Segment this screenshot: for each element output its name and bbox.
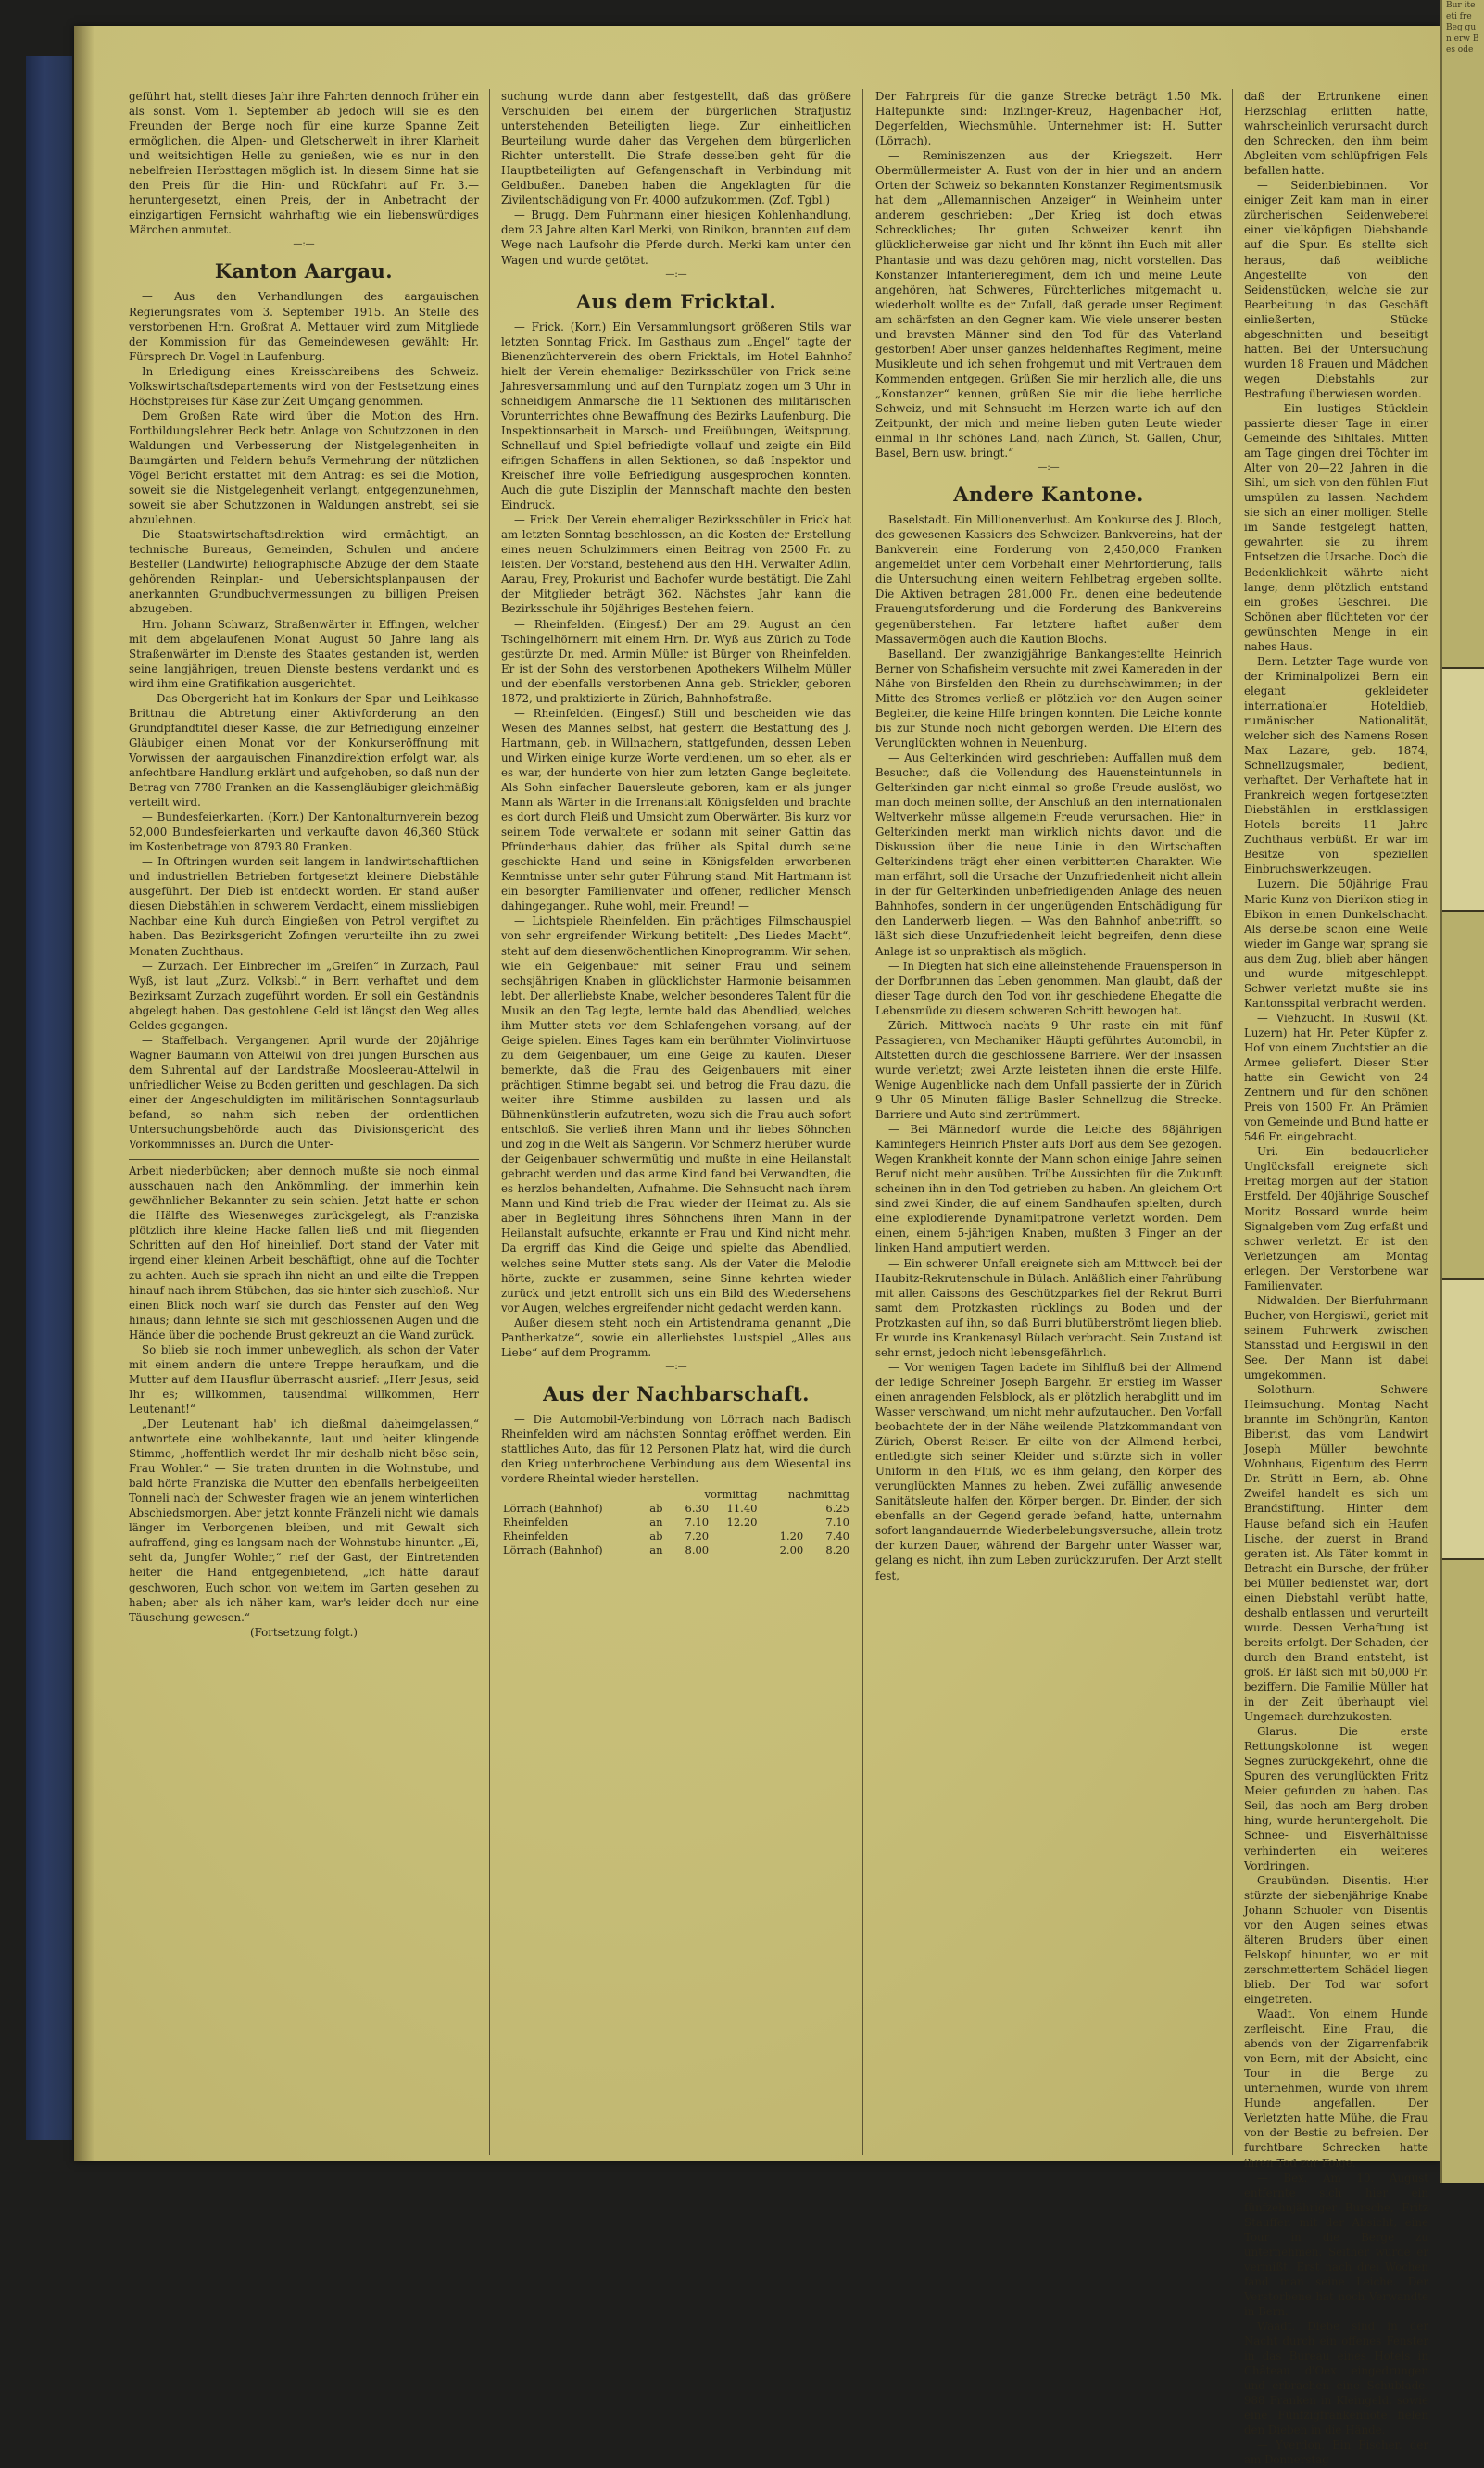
gutter-shadow (74, 26, 94, 2161)
paragraph: — Ein schwerer Unfall ereignete sich am Mittwoch bei der Haubitz-Rekrutenschule in Bülach. Anläßlich einer Fahrübung mit allen Caissons des Geschützparkes fiel der Rekrut Burri samt dem Protzkasten rücklings zu Boden und der Protzkasten auf ihn, so daß Burri blutüberströmt liegen blieb. Er wurde ins Krankenasyl Bülach verbracht. Sein Zustand ist sehr ernst, jedoch nicht lebensgefährlich. (875, 1256, 1222, 1359)
feuilleton-paragraph: Arbeit niederbücken; aber dennoch mußte sie noch einmal ausschauen nach den Ankömmling, der immerhin kein gewöhnlicher Bekannter zu sein schien. Jetzt hatte er schon die Hälfte des Wiesenweges zurückgelegt, als Franziska plötzlich ihre kleine Hacke fallen ließ und mit fliegenden Schritten auf den Hof hineinlief. Dort stand der Vater mit irgend einer kleinen Arbeit beschäftigt, ohne auf die Tochter zu achten. Auch sie sprach ihn nicht an und eilte die Treppen hinauf nach ihrem Stübchen, das sie hinter sich zuschloß. Nur einen Blick noch warf sie durch das Fenster auf den Weg hinaus; dann lehnte sie sich mit geschlossenen Augen und die Hände über die pochende Brust gekreuzt an die Wand zurück. (129, 1165, 479, 1341)
paragraph: Hrn. Johann Schwarz, Straßenwärter in Effingen, welcher mit dem abgelaufenen Monat August 50 Jahre lang als Straßenwärter im Dienste des Staates gestanden ist, werden seine langjährigen, treuen Dienste bestens verdankt und es wird ihm eine Gratifikation ausgerichtet. (129, 617, 479, 690)
timetable-cell (711, 1530, 759, 1543)
timetable-cell: 6.30 (685, 1502, 710, 1516)
paragraph: suchung wurde dann aber festgestellt, daß das größere Verschulden bei einem der bürgerlichen Strafjustiz unterstehenden Beteiligten liege. Zur einheitlichen Beurteilung wurde daher das Vergehen dem bürgerlichen Richter unterstellt. Die Strafe desselben geht für die Hauptbeteiligten auf Gefangenschaft in Verbindung mit Geldbußen. Daneben haben die Angeklagten für die Zivilentschädigung von Fr. 4000 aufzukommen. (Zof. Tgbl.) (501, 90, 851, 208)
paragraph: — Frick. Der Verein ehemaliger Bezirksschüler in Frick hat am letzten Sonntag beschlossen, an die Kosten der Erstellung eines neuen Schulzimmers einen Beitrag von 2500 Fr. zu leisten. Der Vorstand, bestehend aus den HH. Verwalter Adlin, Aarau, Frey, Prokurist und Bachofer wurde bestätigt. Die Zahl der Mitglieder beträgt 362. Nächstes Jahr kann die Bezirksschule ihr 50jähriges Bestehen feiern. (501, 513, 851, 616)
paragraph: — Das Obergericht hat im Konkurs der Spar- und Leihkasse Brittnau die Abtretung einer Aktivforderung an den Grundpfandtitel dieser Kasse, die zur Befriedigung einzelner Gläubiger einen Monat vor der Konkurseröffnung mit Vorwissen der aargauischen Finanzdirektion erfolgt war, als anfechtbare Handlung erklärt und aufgehoben, so daß nun der Betrag von 7780 Franken an die Kassengläubiger gleichmäßig verteilt wird. (129, 691, 479, 810)
section-divider: —:— (1038, 462, 1060, 473)
paragraph: Glarus. Die erste Rettungskolonne ist wegen Segnes zurückgekehrt, ohne die Spuren des verunglückten Fritz Meier gefunden zu haben. Das Seil, das noch am Berg droben hing, wurde heruntergeholt. Die Schnee- und Eisverhältnisse verhinderten ein weiteres Vordringen. (1244, 1725, 1428, 1872)
timetable-cell (501, 1488, 648, 1502)
paragraph: — Seidenbiebinnen. Vor einiger Zeit kam man in einer zürcherischen Seidenweberei einer vielköpfigen Diebsbande auf die Spur. Es stellte sich heraus, daß weibliche Angestellte von den Seidenstücken, welche sie zur Bearbeitung in das Geschäft einließerten, Stücke abgeschnitten und beseitigt hatten. Bei der Untersuchung wurden 18 Frauen und Mädchen wegen Diebstahls zur Bestrafung überwiesen worden. (1244, 179, 1428, 400)
paragraph: — Rheinfelden. (Eingesf.) Still und bescheiden wie das Wesen des Mannes selbst, hat gestern die Bestattung des J. Hartmann, geb. in Willnachern, stattgefunden, dessen Leben und Wirken einige kurze Worte verdienen, um so eher, als er es war, der hunderte von hier zum letzten Gange begleitete. Als Sohn einfacher Bauersleute geboren, kam er als junger Mann als Wärter in die Irrenanstalt Königsfelden und brachte es dort durch Fleiß und Umsicht zum Oberwärter. Bis kurz vor seinem Tode verwaltete er sodann mit seiner Gattin das Pfründerhaus dahier, das früher als Spital durch seine geschickte Hand und seine in Königsfelden erworbenen Kenntnisse unter sehr guter Führung stand. Mit Hartmann ist ein besorgter Familienvater und offener, redlicher Mensch dahingegangen. Ruhe wohl, mein Freund! — (501, 706, 851, 913)
timetable-cell: 7.10 (825, 1516, 849, 1530)
timetable-row (501, 1516, 851, 1530)
book-binding (26, 56, 72, 2140)
paragraph: — Aus Gelterkinden wird geschrieben: Auffallen muß dem Besucher, daß die Vollendung des Hauensteintunnels in Gelterkinden gar nicht einmal so große Freude auslöst, wo man doch meinen sollte, der Anschluß an den internationalen Weltverkehr müsse allgemein Freude verursachen. Hier in Gelterkinden merkt man wirklich nichts davon und die Diskussion über die neue Linie in den Wirtschaften Gelterkindens trägt eher einen verbitterten Charakter. Wie man erfährt, soll die Ursache der Unzufriedenheit nicht allein in der für Gelterkinden unbefriedigenden Anlage des neuen Bahnhofes, sondern in der ungenügenden Entschädigung für den Landerwerb liegen. — Was den Bahnhof anbetrifft, so läßt sich diese Unzufriedenheit leicht begreifen, denn diese Anlage ist so unpraktisch als möglich. (875, 750, 1222, 958)
paragraph: — Reminiszenzen aus der Kriegszeit. Herr Obermüllermeister A. Rust von der in hier und an andern Orten der Schweiz so bekannten Konstanzer Regimentsmusik hat dem „Allemannischen Anzeiger“ in Weinheim unter anderem geschrieben: „Der Krieg ist doch etwas Schreckliches; Ihr guten Schweizer kennt ihn glücklicherweise gar nicht und Ihr könnt ihn Euch mit aller Phantasie und was dazu gehören mag, nicht vorstellen. Das Konstanzer Infanterieregiment, dem ich und meine Leute angehören, hat Schweres, Fürchterliches mitgemacht u. wiederholt wollte es der Zufall, daß gerade unser Regiment am schärfsten an den Gegner kam. Wie viele unserer besten und bravsten Männer sind den Tod für das Vaterland gestorben! Aber unser ganzes heldenhaftes Regiment, meine Musikleute und ich sehen frohgemut und mit Vertrauen dem Kommenden entgegen. Grüßen Sie mir herzlich alle, die uns „Konstanzer“ kennen, grüßen Sie mir die liebe herrliche Schweiz, und mit Sehnsucht im Herzen warte ich auf den Zeitpunkt, der mich und meine lieben guten Leute wieder einmal in Ihr schönes Land, nach Zürich, St. Gallen, Chur, Basel, Bern usw. bringt.“ (875, 149, 1222, 460)
paragraph: — Staffelbach. Vergangenen April wurde der 20jährige Wagner Baumann von Attelwil von drei jungen Burschen aus dem Suhrental auf der Landstraße Moosleerau-Attelwil in unfriedlicher Weise zu Boden geritten und geschlagen. Da sich einer der Angeschuldigten im militärischen Sonntagsurlaub befand, so nahm sich neben der ordentlichen Untersuchungsbehörde auch das Divisionsgericht des Vorkommnisses an. Durch die Unter- (129, 1033, 479, 1152)
section-heading-andere-kantone: Andere Kantone. (953, 483, 1144, 507)
timetable-cell: 11.40 (726, 1502, 758, 1516)
section-heading-fricktal: Aus dem Fricktal. (575, 289, 777, 313)
paragraph: — Bundesfeierkarten. (Korr.) Der Kantonalturnverein bezog 52,000 Bundesfeierkarten und verkaufte davon 46,360 Stück im Kostenbetrage von 8793.80 Franken. (129, 811, 479, 854)
paragraph: — Brugg. Dem Fuhrmann einer hiesigen Kohlenhandlung, dem 23 Jahre alten Karl Merki, von Rinikon, brannten auf dem Wege nach Laufsohr die Pferde durch. Merki kam unter den Wagen und wurde getötet. (501, 208, 851, 267)
paragraph: Dem Großen Rate wird über die Motion des Hrn. Fortbildungslehrer Beck betr. Anlage von Schutzzonen in den Waldungen und Verbesserung der Nistgelegenheiten in Baumgärten und Feldern behufs Vermehrung der nützlichen Vögel Bericht erstattet mit dem Antrag: es sei die Motion, soweit sie die Nistgelegenheit verlangt, entgegenzunehmen, soweit sie aber Schutzzonen in Waldungen anstrebt, sei sie abzulehnen. (129, 409, 479, 527)
paragraph: Die Staatswirtschaftsdirektion wird ermächtigt, an technische Bureaus, Gemeinden, Schulen und andere Besteller (Landwirte) heliographische Abzüge der dem Staate gehörenden Reinplan- und Uebersichtsplanpausen der anerkannten Grundbuchvermessungen zu billigen Preisen abzugeben. (129, 528, 479, 616)
paragraph: Baselstadt. Ein Millionenverlust. Am Konkurse des J. Bloch, des gewesenen Kassiers des Schweizer. Bankvereins, hat der Bankverein eine Forderung von 2,450,000 Franken angemeldet unter dem Vorbehalt einer Mehrforderung, falls die Untersuchung einen weitern Fehlbetrag ergeben sollte. Die Aktiven betragen 281,000 Fr., denen eine bedeutende Frauengutsforderung und die Forderung des Bankvereins gegenüberstehen. Far letztere haftet außer dem Massavermögen auch die Kaution Blochs. (875, 513, 1222, 646)
timetable-cell: 2.00 (779, 1543, 804, 1557)
paragraph: Zürich. Mittwoch nachts 9 Uhr raste ein mit fünf Passagieren, von Mechaniker Häupti geführtes Automobil, in Altstetten durch die geschlossene Barriere. Wer der Insassen wurde verletzt; zwei Arzte leisteten ihnen die erste Hilfe. Wenige Augenblicke nach dem Unfall passierte der in Zürich 9 Uhr 05 Minuten fällige Basler Schnellzug die Strecke. Barriere und Auto sind zertrümmert. (875, 1018, 1222, 1122)
timetable-cell: 8.00 (685, 1543, 710, 1557)
column-2 (498, 89, 854, 2164)
section-divider: —:— (293, 239, 315, 250)
timetable-cell: 7.10 (685, 1516, 710, 1530)
timetable-cell: Lörrach (Bahnhof) (503, 1502, 603, 1516)
paragraph: — In Diegten hat sich eine alleinstehende Frauensperson in der Dorfbrunnen das Leben genommen. Man glaubt, daß der dieser Tage durch den Tod von ihr geschiedene Ehegatte die Lebensmüde zu diesem schweren Schritt bewogen hat. (875, 959, 1222, 1017)
paragraph: — Aus den Verhandlungen des aargauischen Regierungsrates vom 3. September 1915. An Stelle des verstorbenen Hrn. Großrat A. Mettauer wird zum Mitgliede der Kommission für das Gemeindewesen gewählt: Hr. Fürsprech Dr. Vogel in Laufenburg. (129, 290, 479, 363)
paragraph: — Vor wenigen Tagen badete im Sihlfluß bei der Allmend der ledige Schreiner Joseph Bargehr. Er erstieg im Wasser einen anragenden Felsblock, als er plötzlich herabglitt und im Wasser verschwand, um nicht mehr aufzutauchen. Den Vorfall beobachtete der in der Nähe weilende Platzkommandant von Zürich, Oberst Reiser. Er eilte von der Allmend herbei, entledigte sich seiner Kleider und stürzte sich in voller Uniform in den Fluß, wo es ihm gelang, den Körper des verunglückten Mannes zu heben. Zwei zufällig anwesende Sanitätsleute halfen den Körper bergen. Dr. Binder, der sich ebenfalls an der Gegend gerade befand, hatte, unternahm sofort langandauernde Wiederbelebungsversuche, allein trotz der kurzen Dauer, während der Bargehr unter Wasser war, gelang es nicht, ihn zum Leben zurückzurufen. Der Arzt stellt fest, (875, 1360, 1222, 1582)
timetable-cell: Rheinfelden (503, 1530, 569, 1543)
timetable-cell: 7.20 (685, 1530, 710, 1543)
paragraph: — Die Automobil-Verbindung von Lörrach nach Badisch Rheinfelden wird am nächsten Sonntag eröffnet werden. Ein stattliches Auto, das für 12 Personen Platz hat, wird die durch den Krieg unterbrochene Verbindung aus dem Wiesental ins vordere Rheintal wieder herstellen. (501, 1412, 851, 1486)
paragraph: — Lichtspiele Rheinfelden. Ein prächtiges Filmschauspiel von sehr ergreifender Wirkung betitelt: „Des Liedes Macht“, steht auf dem diesenwöchentlichen Kinoprogramm. Wir sehen, wie ein Geigenbauer mit seiner Frau und seinem sechsjährigen Knaben in glücklichster Harmonie beisammen lebt. Der allerliebste Knabe, welcher besonderes Talent für die Musik an den Tag legte, lernte bald das Abendlied, welches ihm Mutter stets vor dem Schlafengehen vorsang, auf der Geige spielen. Eines Tages kam ein berühmter Violinvirtuose zu dem Geigenbauer, um eine Geige zu kaufen. Dieser bemerkte, daß die Frau des Geigenbauers mit einer prächtigen Stimme begabt sei, und betrog die Frau dazu, die weiter ihre Stimme ausbilden zu lassen und als Bühnenkünstlerin aufzutreten, wozu sich die Frau auch sofort entschloß. Sie verließ ihren Mann und ihr liebes Söhnchen und zog in die Welt als Sängerin. Vor Schmerz hierüber wurde der Geigenbauer schwermütig und mußte in eine Heilanstalt gebracht werden und das arme Kind fand bei Verwandten, die es herzlos behandelten, Aufnahme. Die Sehnsucht nach ihrem Mann und Kind trieb die Frau wieder der Heimat zu. Als sie aber in Begleitung ihres Söhnchens ihren Mann in der Heilanstalt aufsuchte, erkannte er Frau und Kind nicht mehr. Da ergriff das Kind die Geige und spielte das Abendlied, welches seine Mutter stets sang. Als der Vater die Melodie hörte, zuckte er zusammen, seine Sinne kehrten wieder zurück und jetzt entrollt sich uns ein Bild des Wiedersehens vor Augen, welches ergreifender nicht gedacht werden kann. (501, 914, 851, 1315)
facing-page-ad-box (1442, 1278, 1484, 1560)
timetable-cell (759, 1516, 805, 1530)
paragraph: — Yverdon. Ein Fischer, der am Donnerstag (1244, 2438, 1428, 2467)
section-heading-aargau: Kanton Aargau. (214, 259, 394, 283)
paragraph: Solothurn. Schwere Heimsuchung. Montag Nacht brannte im Schöngrün, Kanton Biberist, das vom Landwirt Joseph Müller bewohnte Wohnhaus, Eigentum des Herrn Dr. Strütt in Bern, ab. Ohne Zweifel handelt es sich um Brandstiftung. Hinter dem Hause befand sich ein Haufen Lische, der zuerst in Brand geraten ist. Als Täter kommt in Betracht ein Bursche, der früher bei Müller bedienstet war, dort einen Diebstahl verübt hatte, deshalb entlassen und verurteilt wurde. Dessen Verhaftung ist bereits erfolgt. Der Schaden, der durch den Brand entsteht, ist groß. Er läßt sich mit 50,000 Fr. beziffern. Die Familie Müller hat in der Zeit überhaupt viel Ungemach durchzukosten. (1244, 1383, 1428, 1724)
timetable-cell (711, 1543, 759, 1557)
timetable-cell: 8.20 (825, 1543, 849, 1557)
column-rule (489, 89, 490, 2155)
timetable-row (501, 1543, 851, 1557)
timetable-row (501, 1502, 851, 1516)
paragraph: Waadt. Diebe sind in der Nacht durch ein offenes Fenster in das Bureau eines Hotels in Château d'Oex eingedrungen und erbrachen eine Schublade. 988 Franken in Kleingeld, sowie eine Fünfzigfrankennote fielen den Dieben in die Hände. (1244, 2320, 1428, 2437)
newspaper-page (74, 26, 1440, 2467)
paragraph: — In Oftringen wurden seit langem in landwirtschaftlichen und industriellen Betrieben fortgesetzt kleinere Diebstähle ausgeführt. Der Dieb ist entdeckt worden. Er stand außer diesen Diebstählen in schwerem Verdacht, einem missliebigen Nachbar eine Kuh durch Eingießen von Petrol vergiftet zu haben. Das Bezirksgericht Zofingen verurteilte ihn zu zwei Monaten Zuchthaus. (129, 855, 479, 958)
paragraph: Der Fahrpreis für die ganze Strecke beträgt 1.50 Mk. Haltepunkte sind: Inzlinger-Kreuz, Hagenbacher Hof, Degerfelden, Wiechsmühle. Unternehmer ist: H. Sutter (Lörrach). (875, 90, 1222, 148)
timetable-cell: 1.20 (779, 1530, 804, 1543)
timetable-cell: Rheinfelden (503, 1516, 569, 1530)
timetable-cell: 12.20 (726, 1516, 758, 1530)
paragraph: In Erledigung eines Kreisschreibens des Schweiz. Volkswirtschaftsdepartements wird von der Festsetzung eines Höchstpreises für Käse zur Zeit Umgang genommen. (129, 364, 479, 408)
timetable-cell: Lörrach (Bahnhof) (503, 1543, 603, 1557)
paragraph: — Bex. Am 10. August entfernte sich hier ein fünfzehnjähriger Bursche, Fritz Stauffer, mit der Absicht, eine Tour in die Berge zu unternehmen. Seither wurde er vermißt. Erst nach drei Wochen fand man seine Leiche. Der Verstorbene hat noch Verwandte in Bern. (1244, 2171, 1428, 2318)
timetable-cell: an (649, 1543, 663, 1557)
timetable-cell (648, 1488, 672, 1502)
paragraph: Waadt. Von einem Hunde zerfleischt. Eine Frau, die abends von der Zigarrenfabrik von Bern, mit der Absicht, eine Tour in die Berge zu unternehmen, wurde von ihrem Hunde angefallen. Der Verletzten hatte Mühe, die Frau von der Bestie zu befreien. Der furchtbare Schrecken hatte ihren Tod zur Folge. (1244, 2008, 1428, 2170)
timetable-header (501, 1488, 851, 1502)
paragraph: geführt hat, stellt dieses Jahr ihre Fahrten dennoch früher ein als sonst. Vom 1. September ab jedoch will sie es den Freunden der Berge noch für eine kurze Spanne Zeit ermöglichen, die Alpen- und Gletscherwelt in ihrer Klarheit und weitsichtigen Helle zu genießen, wie es nur in den nebelfreien Herbsttagen möglich ist. In diesem Sinne hat sie den Preis für die Hin- und Rückfahrt auf Fr. 3.— heruntergesetzt, einen Preis, der in Anbetracht der einzigartigen Fernsicht wahrhaftig wie ein liebenswürdiges Märchen anmutet. (129, 90, 479, 237)
facing-page-ad-box (1442, 667, 1484, 912)
timetable-cell: 6.25 (825, 1502, 849, 1516)
facing-page-text: Bur ite eti fre Beg gun erw Bes ode (1446, 1, 1479, 55)
timetable-cell: 7.40 (825, 1530, 849, 1543)
paragraph: Luzern. Die 50jährige Frau Marie Kunz von Dierikon stieg in Ebikon in einen Dunkelschacht. Als derselbe schon eine Weile wieder im Gange war, sprang sie aus dem Zug, blieb aber hängen und wurde mitgeschleppt. Schwer verletzt mußte sie ins Kantonsspital verbracht werden. (1244, 877, 1428, 1010)
facing-page-edge (1440, 0, 1484, 2183)
timetable-cell: vormittag (704, 1488, 758, 1502)
feuilleton-rule (129, 1159, 479, 1160)
paragraph: — Frick. (Korr.) Ein Versammlungsort größeren Stils war letzten Sonntag Frick. Im Gasthaus zum „Engel“ tagte der Bienenzüchterverein des obern Fricktals, im Hotel Bahnhof hielt der Verein ehemaliger Bezirksschüler von Frick seine Jahresversammlung und auf den Turnplatz zogen um 3 Uhr in schneidigem Anmarsche die 11 Sektionen des militärischen Vorunterrichtes ohne Bewaffnung des Bezirks Laufenburg. Die Inspektionsarbeit in Marsch- und Freiübungen, Weitsprung, Schnellauf und Spiel befriedigte vollauf und zeigte ein Bild eifrigen Schaffens in allen Sektionen, so daß Inspektor und Kreischef ihre volle Befriedigung ausgesprochen konnten. Auch die gute Disziplin der Mannschaft machte den besten Eindruck. (501, 320, 851, 512)
timetable-cell: ab (649, 1530, 663, 1543)
section-divider: —:— (665, 269, 687, 280)
section-heading-nachbarschaft: Aus der Nachbarschaft. (543, 1381, 810, 1405)
paragraph: Nidwalden. Der Bierfuhrmann Bucher, von Hergiswil, geriet mit seinem Fuhrwerk zwischen Stansstad und Hergiswil in den See. Der Mann ist dabei umgekommen. (1244, 1293, 1428, 1382)
paragraph: — Bei Männedorf wurde die Leiche des 68jährigen Kaminfegers Heinrich Pfister aufs Dorf aus dem See gezogen. Wegen Krankheit konnte der Mann schon einige Jahre seinen Beruf nicht mehr ausüben. Trübe Aussichten für die Zukunft scheinen ihn in den Tod getrieben zu haben. An gleichem Ort sind zwei Kinder, die auf einem Sandhaufen spielten, durch eine explodierende Dynamitpatrone verletzt worden. Dem einen, einem 5-jährigen Knaben, mußten 3 Finger an der linken Hand amputiert werden. (875, 1123, 1222, 1255)
paragraph: — Zurzach. Der Einbrecher im „Greifen“ in Zurzach, Paul Wyß, ist laut „Zurz. Volksbl.“ in Bern verhaftet und dem Bezirksamt Zurzach zugeführt worden. Er soll ein Geständnis abgelegt haben. Das gestohlene Geld ist längst den Weg alles Geldes gegangen. (129, 959, 479, 1032)
paragraph: daß der Ertrunkene einen Herzschlag erlitten hatte, wahrscheinlich verursacht durch den Schrecken, den ihm beim Abgleiten vom schlüpfrigen Fels befallen hatte. (1244, 90, 1428, 178)
section-divider: —:— (665, 1361, 687, 1372)
column-4 (1241, 89, 1431, 2467)
bus-timetable (501, 1488, 851, 1557)
paragraph: — Ein lustiges Stücklein passierte dieser Tage in einer Gemeinde des Sihltales. Mitten am Tage gingen drei Töchter im Alter von 20—22 Jahren in die Sihl, um sich von den fühlen Flut umspülen zu lassen. Nachdem sie sich an einer molligen Stelle im Sande festgelegt hatten, gewahrten sie zu ihrem Entsetzen die Ursache. Doch die Bedenklichkeit währte nicht lange, denn plötzlich entstand ein großes Geschrei. Die Schönen aber flüchteten vor der gewünschten Menge in ein nahes Haus. (1244, 401, 1428, 653)
timetable-cell: ab (649, 1502, 663, 1516)
continuation-note: (Fortsetzung folgt.) (250, 1625, 358, 1639)
timetable-row (501, 1530, 851, 1543)
column-rule (1232, 89, 1233, 2155)
timetable-cell: an (649, 1516, 663, 1530)
feuilleton-paragraph: So blieb sie noch immer unbeweglich, als schon der Vater mit einem andern die untere Treppe heraufkam, und die Mutter auf dem Hausflur überrascht ausrief: „Herr Jesus, seid Ihr es; willkommen, tausendmal willkommen, Herr Leutenant!“ (129, 1342, 479, 1416)
paragraph: Außer diesem steht noch ein Artistendrama genannt „Die Pantherkatze“, sowie ein allerliebstes Lustspiel „Alles aus Liebe“ auf dem Programm. (501, 1316, 851, 1359)
timetable-cell (759, 1502, 805, 1516)
feuilleton-paragraph: „Der Leutenant hab' ich dießmal daheimgelassen,“ antwortete eine wohlbekannte, laut und heiter klingende Stimme, „hoffentlich werdet Ihr mir deshalb nicht böse sein, Frau Wohler.“ — Sie traten drunten in die Wohnstube, und bald hörte Franziska die Mutter den ebenfalls herbeigeeilten Tonneli nach der Schwester fragen wie an jenem winterlichen Abschiedsmorgen. Aber jetzt konnte Fränzeli nicht wie damals länger im Verborgenen bleiben, und mit Gewalt sich aufraffend, ging es langsam nach der Wohnstube hinunter. „Ei, seht da, Jungfer Wohler,“ rief der Gast, der Eintretenden heiter die Hand entgegenbietend, „ich hätte darauf geschworen, Euch schon von weitem im Garten gesehen zu haben; aber als ich näher kam, war's leider doch nur eine Täuschung gewesen.“ (129, 1417, 479, 1624)
timetable-cell: nachmittag (787, 1488, 849, 1502)
column-3 (873, 89, 1225, 2164)
paragraph: Graubünden. Disentis. Hier stürzte der siebenjährige Knabe Johann Schuoler von Disentis vor den Augen seines etwas älteren Bruders über einen Felskopf hinunter, wo er mit zerschmettertem Schädel liegen blieb. Der Tod war sofort eingetreten. (1244, 1873, 1428, 2006)
paragraph: Bern. Letzter Tage wurde von der Kriminalpolizei Bern ein elegant gekleideter internationaler Hoteldieb, rumänischer Nationalität, welcher sich des Namens Rosen Max Lazare, geb. 1874, Schnellzugsmaler, bedient, verhaftet. Der Verhaftete hat in Frankreich wegen fortgesetzten Diebstählen in erstklassigen Hotels bereits 11 Jahre Zuchthaus verbüßt. Er war im Besitze von speziellen Einbruchswerkzeugen. (1244, 654, 1428, 876)
paragraph: Baselland. Der zwanzigjährige Bankangestellte Heinrich Berner von Schafisheim versuchte mit zwei Kameraden in der Nähe von Birsfelden den Rhein zu durchschwimmen; in der Mitte des Stromes verließ er plötzlich vor den Augen seiner Begleiter, die keine Hilfe bringen konnten. Die Leiche konnte bis zur Stunde noch nicht geborgen werden. Die Eltern des Verunglückten wohnen in Neuenburg. (875, 647, 1222, 749)
paragraph: — Rheinfelden. (Eingesf.) Der am 29. August an den Tschingelhörnern mit einem Hrn. Dr. Wyß aus Zürich zu Tode gestürzte Dr. med. Armin Müller ist Bürger von Rheinfelden. Er ist der Sohn des verstorbenen Apothekers Wilhelm Müller und der ebenfalls verstorbenen Anna geb. Strickler, geboren 1872, und praktizierte in Zürich, Bahnhofstraße. (501, 617, 851, 705)
paragraph: — Viehzucht. In Ruswil (Kt. Luzern) hat Hr. Peter Küpfer z. Hof von einem Zuchtstier an die Armee geliefert. Dieser Stier hatte ein Gewicht von 24 Zentnern und für den schönen Preis von 1500 Fr. An Prämien von Gemeinde und Bund hatte er 546 Fr. eingebracht. (1244, 1011, 1428, 1144)
column-rule (862, 89, 863, 2155)
paragraph: Uri. Ein bedauerlicher Unglücksfall ereignete sich Freitag morgen auf der Station Erstfeld. Der 40jährige Souschef Moritz Bossard wurde beim Signalgeben vom Zug erfaßt und schwer verletzt. Er ist den Verletzungen am Montag erlegen. Der Verstorbene war Familienvater. (1244, 1145, 1428, 1292)
column-1 (126, 89, 482, 2164)
